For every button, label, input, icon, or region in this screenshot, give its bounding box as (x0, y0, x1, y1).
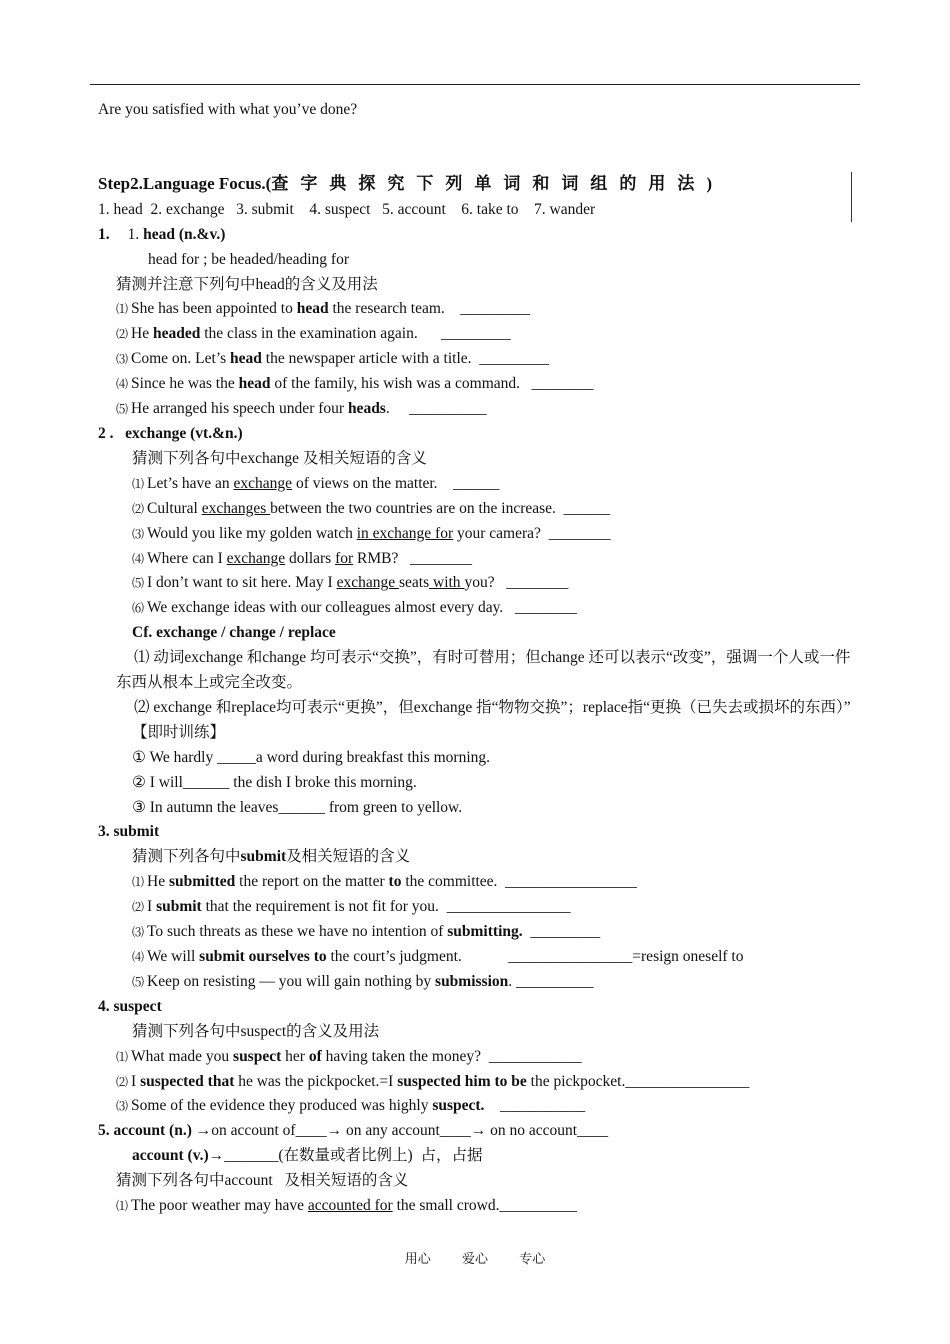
head-sentence-4 (98, 372, 858, 397)
text-fragment: 及相关短语的含义 (286, 848, 411, 866)
text-fragment: 猜测下列各句中 (132, 848, 241, 866)
text-fragment: for (335, 549, 354, 567)
practice-item-2: ② I will______ the dish I broke this morning. (132, 773, 417, 791)
head-number-2: 1. (127, 225, 140, 243)
text-fragment: I don’t want to sit here. May I (147, 574, 337, 592)
text-fragment: account (v.) (132, 1147, 209, 1165)
suspect-instruction: 猜测下列各句中suspect的含义及用法 (132, 1022, 380, 1040)
text-fragment: dollars (285, 549, 336, 567)
text-fragment: Since he was the (131, 375, 239, 393)
item-number: ⑷ (132, 551, 145, 566)
text-fragment: of views on the matter. ______ (292, 474, 500, 492)
text-fragment: Would you like my golden watch (147, 524, 357, 542)
text-fragment: the court’s judgment. ________________=resign oneself to (326, 948, 744, 965)
item-number: ⑵ (132, 501, 145, 516)
text-fragment: heads (347, 400, 386, 418)
item-number: ⑸ (132, 576, 145, 591)
text-fragment: . __________ (508, 972, 594, 990)
text-fragment: We will (147, 948, 200, 965)
suspect-sentence-2 (98, 1070, 858, 1095)
text-fragment: the committee. _________________ (401, 873, 637, 891)
exchange-cf-note-1: ⑴ 动词exchange 和change 均可表示“交换”，有时可替用；但change 还可以表示“改变”，强调一个人或一件东西从根本上或完全改变。 (116, 649, 851, 692)
exchange-cf-title: Cf. exchange / change / replace (132, 624, 336, 642)
text-fragment: suspect. (432, 1097, 485, 1115)
item-number: ⑴ (116, 302, 129, 317)
text-fragment: head (230, 350, 262, 368)
text-fragment: RMB? ________ (353, 549, 473, 567)
text-fragment: submit ourselves to (199, 948, 327, 965)
text-fragment: of (308, 1047, 322, 1065)
head-phrase: head for ; be headed/heading for (148, 250, 349, 268)
text-fragment: you? ________ (464, 574, 569, 592)
text-fragment: your camera? ________ (453, 524, 611, 542)
submit-sentence-2 (98, 895, 858, 920)
text-fragment: . __________ (385, 400, 487, 418)
exchange-sentence-6 (98, 596, 858, 621)
footer-word-1: 用心 (404, 1251, 431, 1266)
account-sentence-1 (98, 1194, 858, 1219)
text-fragment: that the requirement is not fit for you. ________________ (201, 898, 571, 916)
submit-sentence-5 (98, 970, 858, 995)
exchange-cf-note-2: ⑵ exchange 和replace均可表示“更换”，但exchange 指“物物交换”；replace指“更换（已失去或损坏的东西）” (134, 698, 851, 716)
text-fragment: _________ (522, 923, 601, 941)
text-fragment: Come on. Let’s (131, 350, 231, 368)
item-number: ⑴ (132, 476, 145, 491)
submit-title: 3. submit (98, 823, 160, 841)
heading-cn: 查字典探究下列单词和词组的用法 (271, 173, 707, 193)
suspect-sentence-1 (98, 1045, 858, 1070)
text-fragment: exchange (336, 574, 399, 592)
text-fragment: headed (152, 325, 201, 343)
item-number: ⑴ (116, 1199, 129, 1214)
footer-word-3: 专心 (519, 1251, 546, 1266)
head-sentence-5 (98, 397, 858, 422)
exchange-sentence-1 (98, 472, 858, 497)
text-fragment: What made you (131, 1047, 234, 1065)
item-number: ⑶ (132, 526, 145, 541)
text-fragment: ___________ (484, 1097, 586, 1115)
text-fragment: with (429, 574, 465, 592)
text-fragment: Let’s have an (147, 474, 234, 492)
text-fragment: submitted (168, 873, 236, 891)
item-number: ⑴ (116, 1049, 129, 1064)
text-fragment: →on account of____→ on any account____→ on no account____ (191, 1122, 609, 1140)
text-fragment: To such threats as these we have no intention of (147, 923, 448, 941)
text-fragment: submit (156, 898, 202, 916)
suspect-sentence-3 (98, 1094, 858, 1119)
text-fragment: her (281, 1047, 309, 1065)
exchange-sentence-3 (98, 522, 858, 547)
text-fragment: He (147, 873, 169, 891)
text-fragment: She has been appointed to (131, 300, 297, 318)
text-fragment: →_______(在数量或者比例上) 占，占据 (208, 1147, 483, 1165)
text-fragment: suspected him to be (397, 1072, 527, 1090)
practice-label: 【即时训练】 (132, 723, 226, 741)
page-footer (0, 1248, 950, 1267)
head-instruction: 猜测并注意下列句中head的含义及用法 (116, 275, 378, 293)
account-noun-line (98, 1119, 858, 1144)
text-fragment: Keep on resisting — you will gain nothing by (147, 972, 436, 990)
heading-en: Step2.Language Focus.( (98, 173, 272, 193)
account-instruction: 猜测下列各句中account 及相关短语的含义 (116, 1172, 409, 1190)
heading-close: ) (706, 173, 712, 193)
exchange-instruction: 猜测下列各句中exchange 及相关短语的含义 (132, 449, 427, 467)
text-fragment: submission (435, 972, 509, 990)
head-number: 1. (98, 225, 110, 243)
submit-sentence-4 (98, 945, 858, 970)
text-fragment: The poor weather may have (131, 1197, 308, 1215)
practice-item-1: ① We hardly _____a word during breakfast this morning. (132, 748, 491, 766)
text-fragment: between the two countries are on the increase. ______ (270, 499, 611, 517)
text-fragment: accounted for (307, 1197, 393, 1215)
text-fragment: the pickpocket.________________ (526, 1072, 750, 1090)
text-fragment: Cultural (147, 499, 202, 517)
text-fragment: head (238, 375, 271, 393)
text-fragment: He (131, 325, 153, 343)
text-fragment: the report on the matter (235, 873, 389, 891)
text-fragment: having taken the money? ____________ (321, 1047, 582, 1065)
text-fragment: 5. account (n.) (98, 1122, 192, 1140)
head-sentence-3 (98, 347, 858, 372)
exchange-sentence-2 (98, 497, 858, 522)
text-fragment: seats (398, 574, 430, 592)
text-fragment: the newspaper article with a title. _________ (261, 350, 550, 368)
exchange-sentence-4 (98, 547, 858, 572)
item-number: ⑷ (132, 950, 145, 964)
text-fragment: suspect (233, 1047, 282, 1065)
item-number: ⑵ (116, 1074, 129, 1089)
item-number: ⑵ (132, 900, 145, 915)
text-fragment: I (147, 898, 157, 916)
account-verb-line (98, 1144, 858, 1169)
head-sentence-2 (98, 322, 858, 347)
text-fragment: I (131, 1072, 141, 1090)
text-fragment: Some of the evidence they produced was highly (131, 1097, 433, 1115)
text-fragment: exchange (233, 474, 293, 492)
top-question: Are you satisfied with what you’ve done? (98, 101, 358, 118)
submit-instruction (98, 845, 858, 870)
item-number: ⑷ (116, 377, 129, 392)
word-list: 1. head 2. exchange 3. submit 4. suspect 5. account 6. take to 7. wander (98, 200, 596, 218)
head-sentence-1 (98, 297, 858, 322)
exchange-sentence-5 (98, 571, 858, 596)
worksheet (98, 98, 858, 1219)
text-fragment: the class in the examination again. _________ (200, 325, 511, 343)
text-fragment: he was the pickpocket.=I (234, 1072, 398, 1090)
submit-sentence-1 (98, 870, 858, 895)
text-fragment: head (296, 300, 329, 318)
spacer (98, 123, 858, 172)
text-fragment: the research team. _________ (328, 300, 531, 318)
text-fragment: in exchange for (356, 524, 454, 542)
text-fragment: submitting. (447, 923, 523, 941)
submit-sentence-3 (98, 920, 858, 945)
item-number: ⑸ (132, 974, 145, 989)
top-rule (90, 84, 860, 85)
text-fragment: He arranged his speech under four (131, 400, 348, 418)
head-term: head (n.&v.) (143, 225, 226, 243)
text-fragment: exchanges (201, 499, 271, 517)
item-number: ⑵ (116, 327, 129, 342)
item-number: ⑴ (132, 875, 145, 890)
text-fragment: of the family, his wish was a command. ________ (270, 375, 594, 393)
item-number: ⑶ (132, 925, 145, 940)
section-heading (98, 172, 858, 197)
item-number: ⑶ (116, 352, 129, 367)
item-number: ⑹ (132, 601, 145, 616)
text-fragment: to (388, 873, 402, 891)
item-number: ⑸ (116, 402, 129, 417)
suspect-title: 4. suspect (98, 997, 162, 1015)
head-title (98, 223, 858, 248)
exchange-title: 2 . exchange (vt.&n.) (98, 424, 243, 442)
practice-item-3: ③ In autumn the leaves______ from green to yellow. (132, 798, 463, 816)
text-fragment: Where can I (147, 549, 227, 567)
footer-word-2: 爱心 (461, 1251, 488, 1266)
text-fragment: We exchange ideas with our colleagues almost every day. ________ (147, 599, 577, 617)
text-fragment: exchange (226, 549, 286, 567)
text-fragment: submit (240, 848, 287, 866)
text-fragment: the small crowd.__________ (392, 1197, 577, 1215)
item-number: ⑶ (116, 1099, 129, 1114)
text-fragment: suspected that (140, 1072, 235, 1090)
